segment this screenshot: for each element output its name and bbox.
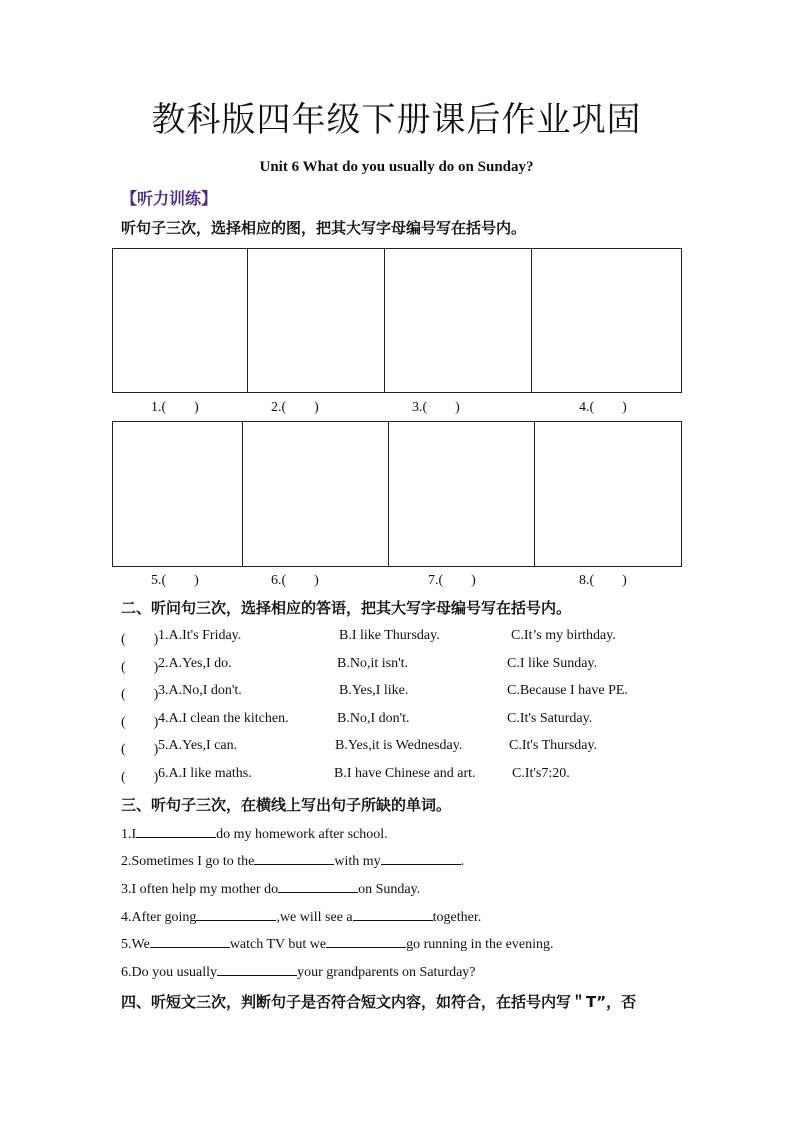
- answer-label-5: 5.( ): [151, 573, 199, 588]
- part2-heading: 二、听问句三次，选择相应的答语，把其大写字母编号写在括号内。: [121, 599, 572, 617]
- question-6-option-b: B.I have Chinese and art.: [334, 766, 476, 781]
- picture-box: [112, 248, 248, 393]
- picture-box: [385, 248, 532, 393]
- part1-instruction: 听句子三次，选择相应的图，把其大写字母编号写在括号内。: [121, 219, 527, 237]
- picture-box: [243, 421, 389, 567]
- question-1-option-b: B.I like Thursday.: [339, 628, 440, 643]
- picture-box: [112, 421, 243, 567]
- answer-label-4: 4.( ): [579, 400, 627, 415]
- answer-label-6: 6.( ): [271, 573, 319, 588]
- fill-sentence-2: [121, 852, 464, 870]
- question-4-option-a: 4.A.I clean the kitchen.: [158, 711, 289, 726]
- page-title: 教科版四年级下册课后作业巩固: [151, 100, 642, 140]
- sentence-text: ,we will see a: [276, 910, 353, 925]
- fill-sentence-4: [121, 908, 481, 926]
- answer-blank[interactable]: [217, 963, 297, 976]
- answer-blank[interactable]: [254, 852, 334, 865]
- answer-label-3: 3.( ): [412, 400, 460, 415]
- question-1-option-c: C.It’s my birthday.: [511, 628, 616, 643]
- picture-box: [248, 248, 385, 393]
- answer-blank[interactable]: [353, 908, 433, 921]
- fill-sentence-6: [121, 963, 476, 981]
- sentence-text: go running in the evening.: [406, 937, 554, 952]
- question-4-option-c: C.It's Saturday.: [507, 711, 593, 726]
- sentence-text: with my: [334, 854, 381, 869]
- unit-subtitle: Unit 6 What do you usually do on Sunday?: [259, 159, 534, 175]
- answer-paren: ( ): [121, 660, 159, 675]
- sentence-text: 2.Sometimes I go to the: [121, 854, 255, 869]
- question-3-option-b: B.Yes,I like.: [339, 683, 409, 698]
- answer-blank[interactable]: [196, 908, 276, 921]
- part3-heading: 三、听句子三次，在横线上写出句子所缺的单词。: [121, 796, 452, 814]
- sentence-text: together.: [432, 910, 482, 925]
- question-4-option-b: B.No,I don't.: [337, 711, 410, 726]
- fill-sentence-3: [121, 880, 420, 898]
- question-6-option-c: C.It's7:20.: [512, 766, 570, 781]
- question-5-option-a: 5.A.Yes,I can.: [158, 738, 238, 753]
- fill-sentence-1: [121, 825, 388, 843]
- answer-blank[interactable]: [150, 935, 230, 948]
- sentence-text: .: [460, 854, 465, 869]
- question-5-option-b: B.Yes,it is Wednesday.: [335, 738, 463, 753]
- sentence-text: your grandparents on Saturday?: [297, 965, 476, 980]
- sentence-text: 1.I: [121, 827, 137, 842]
- sentence-text: 5.We: [121, 937, 150, 952]
- sentence-text: do my homework after school.: [216, 827, 388, 842]
- answer-paren: ( ): [121, 687, 159, 702]
- answer-paren: ( ): [121, 770, 159, 785]
- sentence-text: watch TV but we: [229, 937, 327, 952]
- answer-blank[interactable]: [278, 880, 358, 893]
- answer-label-2: 2.( ): [271, 400, 319, 415]
- answer-paren: ( ): [121, 742, 159, 757]
- picture-row-1: [112, 248, 682, 393]
- sentence-text: on Sunday.: [358, 882, 421, 897]
- question-2-option-a: 2.A.Yes,I do.: [158, 656, 232, 671]
- answer-paren: ( ): [121, 715, 159, 730]
- answer-label-8: 8.( ): [579, 573, 627, 588]
- answer-label-1: 1.( ): [151, 400, 199, 415]
- fill-sentence-5: [121, 935, 554, 953]
- sentence-text: 6.Do you usually: [121, 965, 218, 980]
- answer-blank[interactable]: [381, 852, 461, 865]
- question-1-option-a: 1.A.It's Friday.: [158, 628, 242, 643]
- picture-box: [389, 421, 535, 567]
- answer-paren: ( ): [121, 632, 159, 647]
- question-3-option-c: C.Because I have PE.: [507, 683, 628, 698]
- question-3-option-a: 3.A.No,I don't.: [158, 683, 242, 698]
- question-6-option-a: 6.A.I like maths.: [158, 766, 252, 781]
- picture-box: [532, 248, 682, 393]
- question-5-option-c: C.It's Thursday.: [509, 738, 598, 753]
- answer-blank[interactable]: [326, 935, 406, 948]
- sentence-text: 4.After going: [121, 910, 197, 925]
- part4-heading: 四、听短文三次，判断句子是否符合短文内容，如符合，在括号内写＂T”，否: [121, 993, 637, 1011]
- picture-box: [535, 421, 682, 567]
- answer-label-7: 7.( ): [428, 573, 476, 588]
- answer-blank[interactable]: [136, 825, 216, 838]
- question-2-option-c: C.I like Sunday.: [507, 656, 598, 671]
- sentence-text: 3.I often help my mother do: [121, 882, 279, 897]
- section-tag-listening: 【听力训练】: [121, 189, 218, 208]
- question-2-option-b: B.No,it isn't.: [337, 656, 408, 671]
- picture-row-2: [112, 421, 682, 567]
